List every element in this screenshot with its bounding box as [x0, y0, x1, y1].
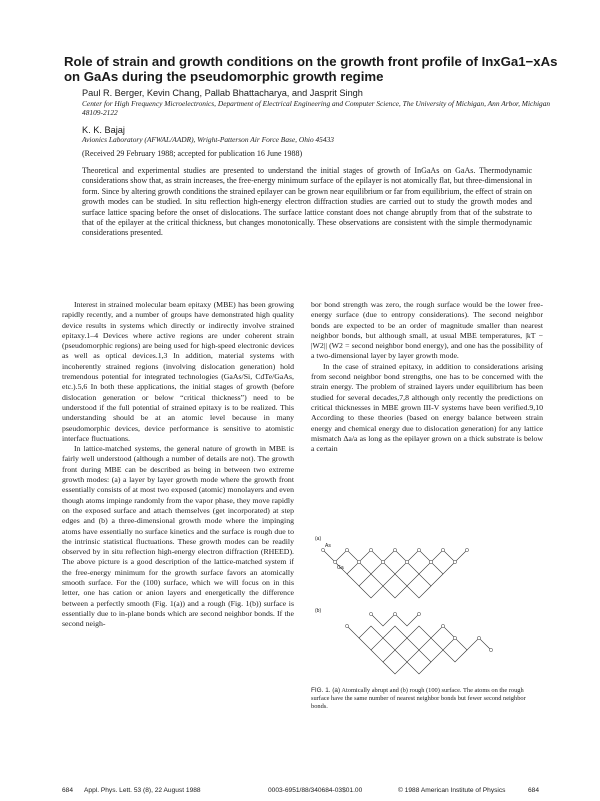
lattice-abrupt: [323, 550, 467, 598]
author-list-secondary: K. K. Bajaj: [82, 125, 125, 135]
received-date: (Received 29 February 1988; accepted for publication 16 June 1988): [82, 149, 303, 158]
atom-label-ga: Ga: [337, 565, 344, 571]
paragraph-intro: Interest in strained molecular beam epitaxy (MBE) has been growing rapidly recently, and a number of groups have demonstrated high quality device results in systems which directly or indirectly involve strained epitaxy.1–4 Devices where active regions are under coherent strain (pseudomorphic regions) are being used for high-speed electronic devices as well as optical devices.1,3 In addition, material systems with incoherently strained regions (involving dislocation generation) hold tremendous potential for integrated technologies (GaAs/Si, CdTe/GaAs, etc.).5,6 In both these applications, the initial stages of growth (before dislocation generation or below “critical thickness”) need to be understood if the full potential of strained epitaxy is to be realized. This understanding should be at an atomic level because in many pseudomorphic devices, device performance is sensitive to atomistic interface fluctuations.: [62, 300, 294, 443]
lattice-rough: [347, 614, 491, 674]
body-column-right: [311, 300, 543, 454]
body-column-left: [62, 300, 294, 630]
figure-caption: [311, 687, 543, 710]
footer-code: 0003-6951/88/340684-03$01.00: [268, 787, 363, 794]
lattice-diagram: [311, 532, 543, 682]
figure-1: [311, 532, 543, 682]
paper-title: Role of strain and growth conditions on the growth front profile of InxGa1−xAs on GaAs during the pseudomorphic growth regime: [64, 54, 558, 84]
footer-journal: Appl. Phys. Lett. 53 (8), 22 August 1988: [84, 787, 201, 794]
atom-label-as: As: [325, 543, 331, 549]
panel-b-label: (b): [315, 608, 322, 614]
author-list-primary: Paul R. Berger, Kevin Chang, Pallab Bhattacharya, and Jasprit Singh: [82, 88, 363, 98]
affiliation-avionics: Avionics Laboratory (AFWAL/AADR), Wright-Patterson Air Force Base, Ohio 45433: [82, 135, 334, 144]
footer-page-left: 684: [62, 787, 74, 794]
atoms-abrupt: [321, 548, 468, 563]
panel-a-label: (a): [315, 536, 322, 542]
paragraph-continuation: bor bond strength was zero, the rough surface would be the lower free-energy surface (due to entropy considerations). The second neighbor bonds are expected to be an order of magnitude smaller than nearest neighbor bonds, but although small, at usual MBE temperatures, |kT − |W2|| (W2 = second neighbor bond energy), and one has the possibility of a two-dimensional layer by layer growth mode.: [311, 300, 543, 361]
affiliation-michigan: Center for High Frequency Microelectronics, Department of Electrical Engineering and Computer Science, The University of Michigan, Ann Arbor, Michigan 48109-2122: [82, 99, 551, 117]
footer-copyright: © 1988 American Institute of Physics: [398, 787, 506, 794]
footer-page-right: 684: [528, 787, 540, 794]
caption-text: Atomically abrupt and (b) rough (100) surface. The atoms on the rough surface have the same number of nearest neighbor bonds but fewer second neighbor bonds.: [311, 687, 526, 710]
caption-head: FIG. 1. (a): [311, 687, 341, 694]
paragraph-strained-epitaxy: In the case of strained epitaxy, in addition to considerations arising from second neighbor bond strengths, one has to be concerned with the strain energy. The problem of strained layers under equilibrium has been studied for several decades,7,8 although only recently the predictions on critical thicknesses in MBE grown III-V systems have been verified.9,10 According to these theories (based on energy balance between strain energy and chemical energy due to dislocation generation) for any lattice mismatch Δa/a as long as the epilayer grown on a thick substrate is below a certain: [311, 361, 543, 454]
abstract: Theoretical and experimental studies are presented to understand the initial stages of growth of InGaAs on GaAs. Thermodynamic considerations show that, as strain increases, the free-energy minimum surface of the epilayer is not atomically flat, but three-dimensional in form. Since by altering growth conditions the strained epilayer can be grown near equilibrium or far from equilibrium, the effect of strain on growth modes can be studied. In situ reflection high-energy electron diffraction studies are carried out to study the growth modes and surface lattice spacing before the onset of dislocations. The surface lattice constant does not change abruptly from that of the substrate to that of the epilayer at the critical thickness, but changes monotonically. These observations are consistent with the simple thermodynamic considerations presented.: [82, 166, 532, 238]
paragraph-growth-modes: In lattice-matched systems, the general nature of growth in MBE is fairly well understood (although a number of details are not). The growth front during MBE can be described as being in between two extreme growth modes: (a) a layer by layer growth mode where the growth front essentially consists of at most two exposed (atomic) monolayers and even though atoms impinge randomly from the vapor phase, they move rapidly on the exposed surface and attach themselves (get incorporated) at step edges and (b) a three-dimensional growth mode where the impinging atoms have essentially no surface kinetics and the surface is rough due to the intrinsic statistical fluctuations. These growth modes can be readily observed by in situ reflection high-energy electron diffraction (RHEED). The above picture is a good description of the lattice-matched system if the free-energy minimum for the growth surface favors an atomically smooth surface. For the (100) surface, which we will focus on in this letter, one has cation or anion layers and energetically the difference between a perfectly smooth (Fig. 1(a)) and a rough (Fig. 1(b)) surface is essentially due to in-plane bonds which are second neighbor bonds. If the second neigh-: [62, 444, 294, 629]
page-footer: [62, 787, 544, 797]
atoms-rough: [345, 612, 492, 651]
